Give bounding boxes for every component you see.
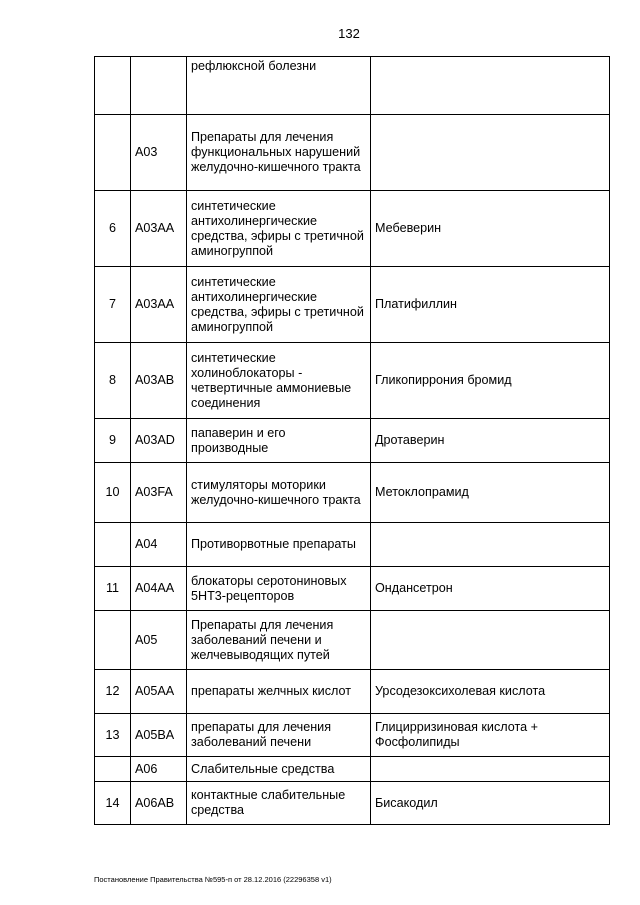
- group-name: стимуляторы моторики желудочно-кишечного тракта: [187, 463, 371, 523]
- drug-name: Гликопиррония бромид: [371, 343, 610, 419]
- drug-name: Бисакодил: [371, 782, 610, 825]
- group-name: Препараты для лечения функциональных нарушений желудочно-кишечного тракта: [187, 115, 371, 191]
- atc-code: A05AA: [131, 670, 187, 714]
- atc-code: [131, 57, 187, 115]
- drug-name: Урсодезоксихолевая кислота: [371, 670, 610, 714]
- group-name: Противорвотные препараты: [187, 523, 371, 567]
- table-row: [95, 757, 610, 782]
- table-row: [95, 57, 610, 115]
- atc-code: A03AA: [131, 191, 187, 267]
- table-row: [95, 611, 610, 670]
- drug-name: Ондансетрон: [371, 567, 610, 611]
- drug-name: Платифиллин: [371, 267, 610, 343]
- footer-note: Постановление Правительства №595-п от 28.12.2016 (22296358 v1): [94, 875, 332, 884]
- row-number: [95, 115, 131, 191]
- row-number: [95, 611, 131, 670]
- table-row: [95, 714, 610, 757]
- table-row: [95, 267, 610, 343]
- group-name: синтетические антихолинергические средства, эфиры с третичной аминогруппой: [187, 191, 371, 267]
- row-number: 13: [95, 714, 131, 757]
- row-number: 6: [95, 191, 131, 267]
- drug-name: [371, 115, 610, 191]
- group-name: контактные слабительные средства: [187, 782, 371, 825]
- drug-name: [371, 57, 610, 115]
- atc-code: A03AA: [131, 267, 187, 343]
- group-name: папаверин и его производные: [187, 419, 371, 463]
- atc-code: A03FA: [131, 463, 187, 523]
- row-number: [95, 523, 131, 567]
- row-number: 14: [95, 782, 131, 825]
- group-name: блокаторы серотониновых 5НТ3-рецепторов: [187, 567, 371, 611]
- row-number: 7: [95, 267, 131, 343]
- group-name: препараты для лечения заболеваний печени: [187, 714, 371, 757]
- atc-code: A05: [131, 611, 187, 670]
- row-number: 11: [95, 567, 131, 611]
- drug-name: [371, 757, 610, 782]
- group-name: препараты желчных кислот: [187, 670, 371, 714]
- drug-name: [371, 523, 610, 567]
- row-number: 9: [95, 419, 131, 463]
- row-number: 8: [95, 343, 131, 419]
- table-row: [95, 567, 610, 611]
- row-number: 12: [95, 670, 131, 714]
- drug-name: Мебеверин: [371, 191, 610, 267]
- atc-code: A05BA: [131, 714, 187, 757]
- drug-name: Дротаверин: [371, 419, 610, 463]
- atc-code: A03: [131, 115, 187, 191]
- table-row: [95, 419, 610, 463]
- table-row: [95, 782, 610, 825]
- page-number: 132: [338, 26, 360, 41]
- table-row: [95, 191, 610, 267]
- group-name: синтетические холиноблокаторы - четвертичные аммониевые соединения: [187, 343, 371, 419]
- row-number: [95, 757, 131, 782]
- atc-code: A04: [131, 523, 187, 567]
- drug-name: Глицирризиновая кислота + Фосфолипиды: [371, 714, 610, 757]
- table-row: [95, 463, 610, 523]
- group-name: Препараты для лечения заболеваний печени и желчевыводящих путей: [187, 611, 371, 670]
- drug-name: Метоклопрамид: [371, 463, 610, 523]
- table-row: [95, 343, 610, 419]
- atc-code: A04AA: [131, 567, 187, 611]
- drug-table: [94, 56, 610, 825]
- group-name: рефлюксной болезни: [187, 57, 371, 115]
- drug-name: [371, 611, 610, 670]
- atc-code: A03AB: [131, 343, 187, 419]
- row-number: 10: [95, 463, 131, 523]
- table-row: [95, 523, 610, 567]
- table-row: [95, 115, 610, 191]
- group-name: синтетические антихолинергические средства, эфиры с третичной аминогруппой: [187, 267, 371, 343]
- atc-code: A06: [131, 757, 187, 782]
- table-row: [95, 670, 610, 714]
- group-name: Слабительные средства: [187, 757, 371, 782]
- row-number: [95, 57, 131, 115]
- atc-code: A03AD: [131, 419, 187, 463]
- atc-code: A06AB: [131, 782, 187, 825]
